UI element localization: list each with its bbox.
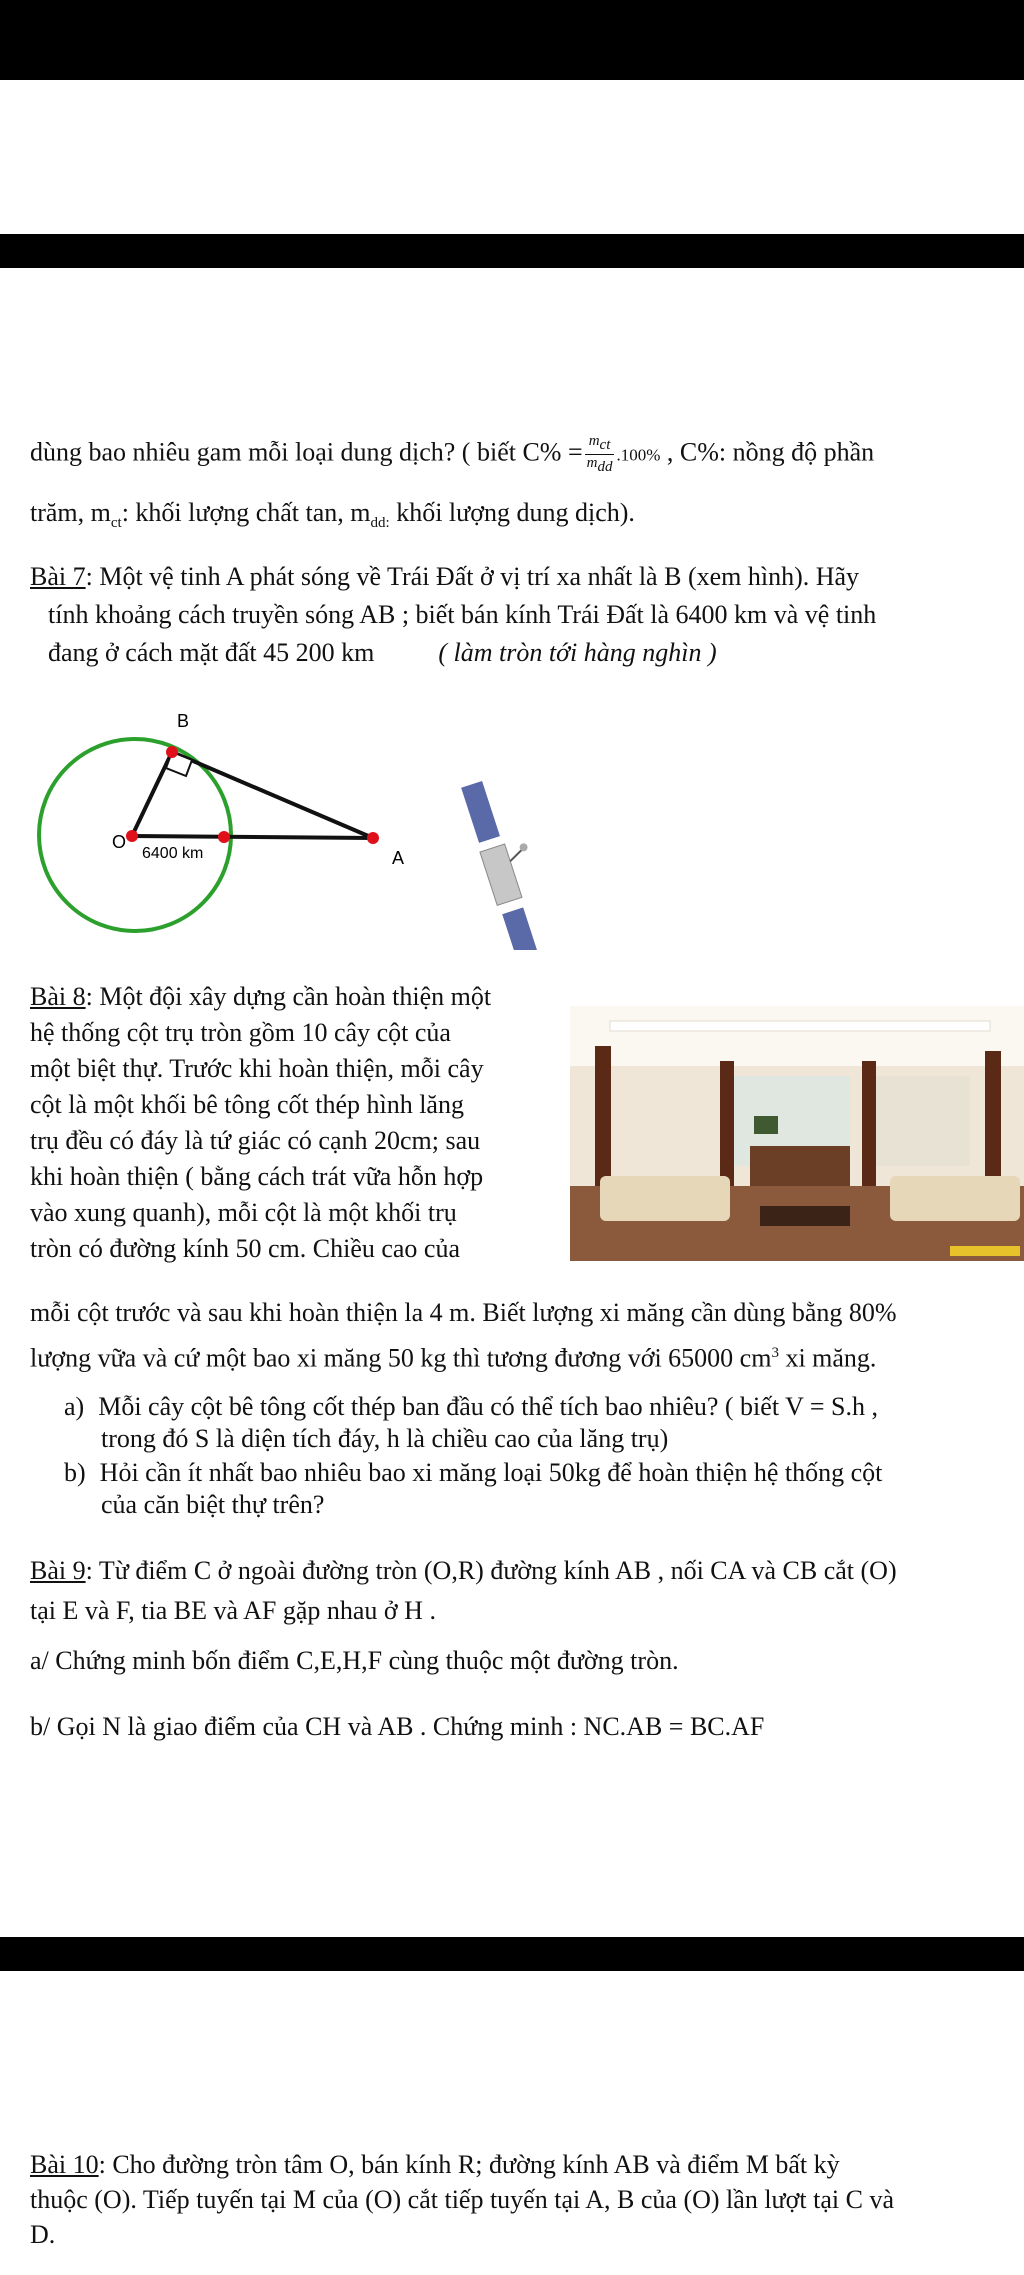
intro-line-2: trăm, $m_{ct}$: khối lượng chất tan, $m_{dd:}$ khối lượng dung dịch). [30, 498, 635, 532]
bai9-line-2: tại E và F, tia BE và AF gặp nhau ở H . [30, 1596, 436, 1625]
bai10-label: Bài 10 [30, 2150, 99, 2179]
segment-OB [132, 752, 172, 836]
bai7-line-1: Bài 7: Một vệ tinh A phát sóng về Trái Đất ở vị trí xa nhất là B (xem hình). Hãy [30, 562, 860, 591]
bai7-line-3: đang ở cách mặt đất 45 200 km ( làm tròn tới hàng nghìn ) [48, 638, 717, 667]
bai8-line-6: khi hoàn thiện ( bằng cách trát vữa hỗn hợp [30, 1162, 484, 1191]
top-black-bar [0, 0, 1024, 80]
bai8-line-3: một biệt thự. Trước khi hoàn thiện, mỗi cây [30, 1054, 484, 1083]
bai8-line-1: Bài 8: Một đội xây dựng cần hoàn thiện một [30, 982, 492, 1011]
radius-label: 6400 km [142, 845, 204, 862]
bai8-a-line-1: a) Mỗi cây cột bê tông cốt thép ban đầu có thể tích bao nhiêu? ( biết V = S.h , [64, 1392, 878, 1421]
satellite-icon [459, 774, 540, 950]
bai9-equation: NC.AB = BC.AF [583, 1712, 765, 1741]
black-band-1 [0, 234, 1024, 268]
bai10-line-3: D. [30, 2220, 56, 2249]
point-B [166, 746, 178, 758]
villa-interior-photo [570, 1006, 1024, 1261]
bai7-label: Bài 7 [30, 562, 86, 591]
black-band-2 [0, 1937, 1024, 1971]
bai8-line-5: trụ đều có đáy là tứ giác có cạnh 20cm; sau [30, 1126, 481, 1155]
point-A [367, 832, 379, 844]
bai10-line-2: thuộc (O). Tiếp tuyến tại M của (O) cắt tiếp tuyến tại A, B của (O) lần lượt tại C và [30, 2185, 894, 2214]
bai8-b-line-1: b) Hỏi cần ít nhất bao nhiêu bao xi măng loại 50kg để hoàn thiện hệ thống cột [64, 1458, 883, 1487]
segment-BA [172, 752, 373, 838]
bai8-line-10: lượng vữa và cứ một bao xi măng 50 kg thì tương đương với 65000 $cm^3$ xi măng. [30, 1343, 877, 1373]
point-D [218, 831, 230, 843]
bai8-line-4: cột là một khối bê tông cốt thép hình lăng [30, 1090, 464, 1119]
bai8-line-7: vào xung quanh), mỗi cột là một khối trụ [30, 1198, 457, 1227]
bai8-a-line-2: trong đó S là diện tích đáy, h là chiều cao của lăng trụ) [101, 1424, 669, 1453]
bai8-line-9: mỗi cột trước và sau khi hoàn thiện la 4 m. Biết lượng xi măng cần dùng bằng 80% [30, 1298, 897, 1327]
label-O: O [112, 832, 127, 852]
satellite-figure [30, 700, 540, 950]
point-O [126, 830, 138, 842]
bai9-label: Bài 9 [30, 1556, 86, 1585]
bai9-part-b: b/ Gọi N là giao điểm của CH và AB . Chứng minh : NC.AB = BC.AF [30, 1712, 765, 1741]
intro-line-1: dùng bao nhiêu gam mỗi loại dung dịch? ( biết C% = $\frac{m_{ct}}{m_{dd}}$ .100% , C%: nồng độ phần [30, 433, 875, 475]
label-B: B [177, 711, 190, 731]
bai9-line-1: Bài 9: Từ điểm C ở ngoài đường tròn (O,R) đường kính AB , nối CA và CB cắt (O) [30, 1556, 897, 1585]
bai8-label: Bài 8 [30, 982, 86, 1011]
bai8-line-8: tròn có đường kính 50 cm. Chiều cao của [30, 1234, 461, 1263]
bai9-part-a: a/ Chứng minh bốn điểm C,E,H,F cùng thuộc một đường tròn. [30, 1646, 679, 1675]
bai8-b-line-2: của căn biệt thự trên? [101, 1490, 325, 1519]
mass-fraction: $\frac{m_{ct}}{m_{dd}}$ [586, 433, 613, 475]
bai8-line-2: hệ thống cột trụ tròn gồm 10 cây cột của [30, 1018, 451, 1047]
label-A: A [392, 848, 405, 868]
segment-OA [132, 836, 373, 838]
bai7-line-2: tính khoảng cách truyền sóng AB ; biết bán kính Trái Đất là 6400 km và vệ tinh [48, 600, 877, 629]
bai10-line-1: Bài 10: Cho đường tròn tâm O, bán kính R; đường kính AB và điểm M bất kỳ [30, 2150, 840, 2179]
